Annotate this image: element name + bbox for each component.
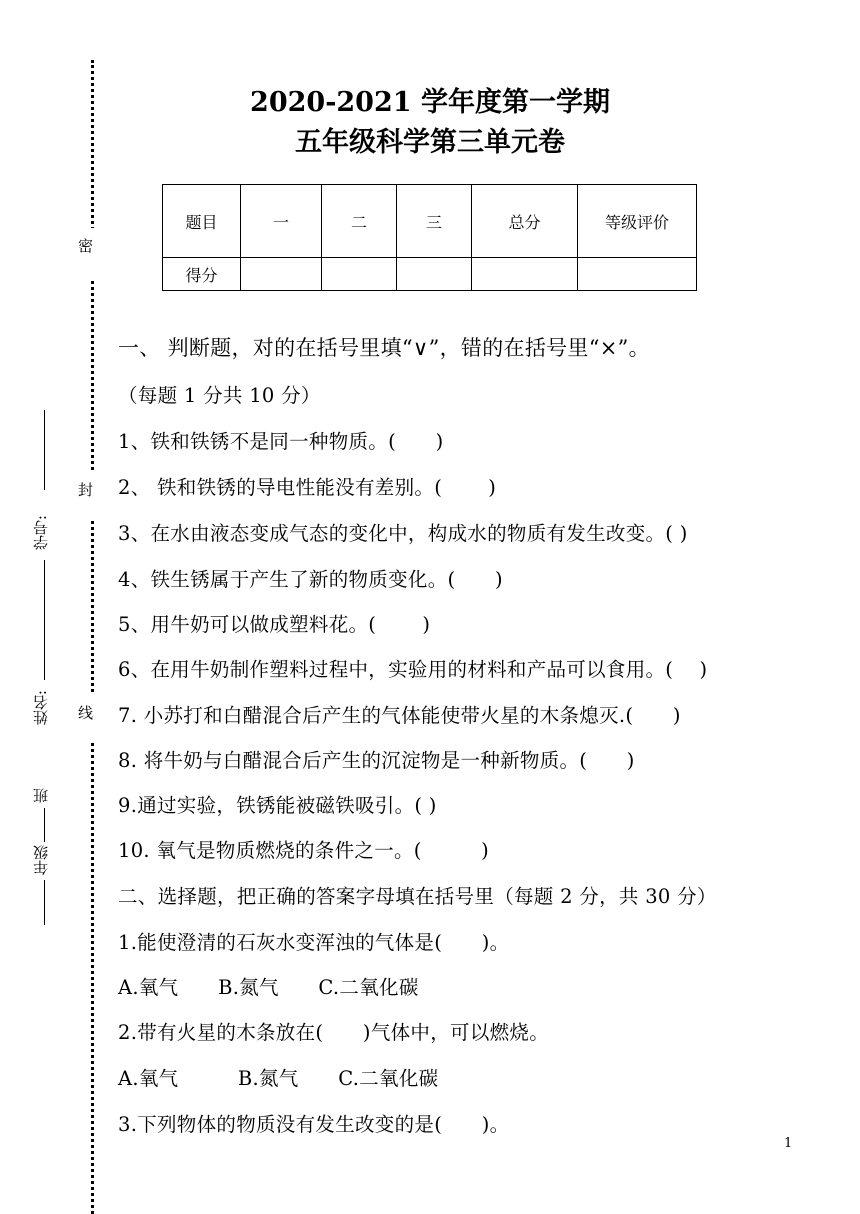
name-blank [44,560,45,680]
section1-heading: 一、 判断题，对的在括号里填“∨”，错的在括号里“×”。 [118,336,650,360]
header-cell: 一 [241,185,322,258]
score-cell[interactable] [322,258,397,291]
question-item: 7. 小苏打和白醋混合后产生的气体能使带火星的木条熄灭.( ) [118,704,681,727]
choice-options: A.氧气 B.氮气 C.二氧化碳 [118,1067,439,1090]
question-item: 4、铁生锈属于产生了新的物质变化。( ) [118,568,503,591]
student-no-blank [44,410,45,490]
section2-heading: 二、选择题，把正确的答案字母填在括号里（每题 2 分，共 30 分） [118,885,717,908]
header-cell: 二 [322,185,397,258]
score-table [162,184,697,291]
class-blank [44,808,45,842]
header-cell: 总分 [472,185,578,258]
score-table-header-row [163,185,697,258]
grade-label: 年级 [32,845,50,875]
score-cell[interactable] [397,258,472,291]
exam-title: 2020-2021 学年度第一学期 [250,87,610,118]
score-table-score-row [163,258,697,291]
question-item: 1、铁和铁锈不是同一种物质。( ) [118,430,444,453]
header-cell: 题目 [163,185,241,258]
page-number: 1 [784,1136,793,1151]
name-label: 姓名: [32,690,50,726]
class-label: 班 [32,788,50,803]
question-item: 6、在用牛奶制作塑料过程中，实验用的材料和产品可以食用。( ) [118,658,708,681]
header-cell: 三 [397,185,472,258]
question-item: 8. 将牛奶与白醋混合后产生的沉淀物是一种新物质。( ) [118,749,635,772]
score-row-label: 得分 [163,258,241,291]
section1-note: （每题 1 分共 10 分） [118,384,321,407]
exam-subtitle: 五年级科学第三单元卷 [295,127,565,158]
question-item: 3、在水由液态变成气态的变化中，构成水的物质有发生改变。( ) [118,522,688,545]
question-item: 10. 氧气是物质燃烧的条件之一。( ) [118,839,490,862]
grade-blank [44,880,45,925]
question-item: 9.通过实验，铁锈能被磁铁吸引。( ) [118,794,437,817]
binding-gap [86,228,100,280]
header-cell: 等级评价 [578,185,697,258]
choice-question: 3.下列物体的物质没有发生改变的是( )。 [118,1113,510,1136]
question-item: 2、 铁和铁锈的导电性能没有差别。( ) [118,476,497,499]
seal-char-mi: 密 [76,238,94,253]
choice-question: 2.带有火星的木条放在( )气体中，可以燃烧。 [118,1021,550,1044]
seal-char-xian: 线 [76,705,94,720]
score-cell[interactable] [578,258,697,291]
choice-question: 1.能使澄清的石灰水变浑浊的气体是( )。 [118,931,510,954]
choice-options: A.氧气 B.氮气 C.二氧化碳 [118,976,419,999]
score-cell[interactable] [241,258,322,291]
question-item: 5、用牛奶可以做成塑料花。( ) [118,613,431,636]
student-no-label: 学号: [32,515,50,551]
score-cell[interactable] [472,258,578,291]
seal-char-feng: 封 [76,482,94,497]
